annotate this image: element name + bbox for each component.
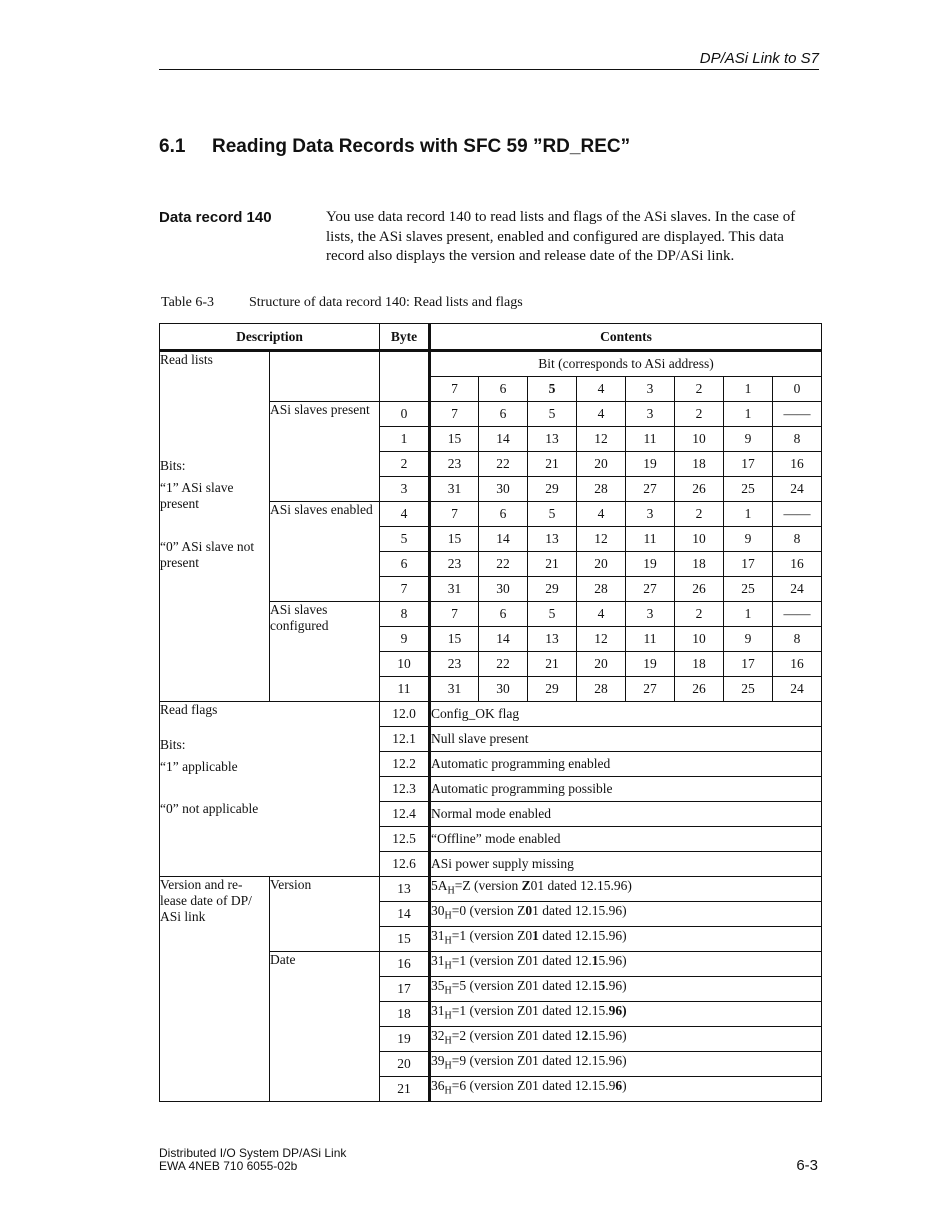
bit-address-cell: 15: [430, 427, 479, 452]
read-lists-label: Read lists: [160, 352, 213, 367]
read-flags-bit1-legend: “1” applicable: [160, 759, 238, 774]
highlighted-char: Z: [521, 878, 531, 894]
byte-cell: 12.2: [380, 752, 430, 777]
version-text-rest: .96): [605, 978, 627, 994]
bit-address-cell: 9: [724, 627, 773, 652]
byte-cell: 12.1: [380, 727, 430, 752]
byte-cell: 6: [380, 552, 430, 577]
version-text-rest: 01 dated 12.15.96): [530, 878, 632, 894]
highlighted-char: 6: [615, 1078, 623, 1094]
hex-subscript: H: [444, 985, 452, 997]
version-char-cell: [430, 877, 822, 902]
bit-address-cell: 12: [577, 527, 626, 552]
bit-address-cell: 8: [773, 427, 822, 452]
empty-byte-cell: [380, 351, 430, 402]
table-caption-text: Structure of data record 140: Read lists and flags: [249, 295, 523, 310]
bit-address-cell: 5: [528, 402, 577, 427]
read-flags-bit0-legend: “0” not applicable: [160, 801, 259, 816]
byte-cell: 12.3: [380, 777, 430, 802]
byte-cell: 20: [380, 1052, 430, 1077]
flag-description: Normal mode enabled: [430, 802, 822, 827]
bit-address-cell: 21: [528, 652, 577, 677]
flag-description: Automatic programming enabled: [430, 752, 822, 777]
bit-address-cell: 17: [724, 652, 773, 677]
bit-address-cell: 11: [626, 527, 675, 552]
table-row: [160, 702, 822, 727]
bit-address-cell: 1: [724, 602, 773, 627]
ascii-char: =0 (version: [451, 903, 518, 919]
bit-address-cell: 3: [626, 602, 675, 627]
version-text-rest: 1 dated 12.15.96): [532, 903, 627, 919]
bit-address-cell: 21: [528, 452, 577, 477]
bit-address-cell: 13: [528, 427, 577, 452]
bit-address-cell: 16: [773, 552, 822, 577]
bit-address-cell: 20: [577, 452, 626, 477]
page-number: 6-3: [796, 1157, 818, 1174]
running-header: DP/ASi Link to S7: [159, 50, 819, 70]
table-row: [160, 351, 822, 377]
bit-address-cell: 10: [675, 527, 724, 552]
hex-subscript: H: [444, 1010, 452, 1022]
footer-left: [159, 1147, 346, 1173]
bit-address-cell: 20: [577, 552, 626, 577]
hex-subscript: H: [444, 935, 452, 947]
bit-header: Bit (corresponds to ASi address): [430, 351, 822, 377]
bit-address-cell: 3: [626, 502, 675, 527]
highlighted-char: 0: [525, 903, 533, 919]
bit-address-cell: 26: [675, 477, 724, 502]
ascii-char: =5 (version: [451, 978, 518, 994]
byte-cell: 13: [380, 877, 430, 902]
flag-description: Null slave present: [430, 727, 822, 752]
bit-address-cell: 26: [675, 577, 724, 602]
hex-value: 31: [431, 953, 445, 969]
column-header-description: Description: [160, 324, 380, 351]
bit-address-cell: 6: [479, 402, 528, 427]
empty-cell: [270, 351, 380, 402]
byte-cell: 15: [380, 927, 430, 952]
data-record-table: [159, 323, 822, 1102]
bit-address-cell: 15: [430, 627, 479, 652]
table-number: Table 6-3: [161, 295, 215, 310]
bit-address-cell: 15: [430, 527, 479, 552]
version-char-cell: [430, 1077, 822, 1102]
bit-address-cell: 4: [577, 602, 626, 627]
bit-address-cell: 27: [626, 677, 675, 702]
bit-address-cell: 25: [724, 677, 773, 702]
version-label: Version: [270, 877, 380, 952]
bit-address-cell: 19: [626, 652, 675, 677]
hex-subscript: H: [447, 885, 455, 897]
highlighted-char: 1: [532, 928, 539, 944]
bit-address-cell: 25: [724, 577, 773, 602]
bit-address-cell: 4: [577, 402, 626, 427]
bit-address-cell: 26: [675, 677, 724, 702]
bit-address-cell: 2: [675, 402, 724, 427]
byte-cell: 12.6: [380, 852, 430, 877]
bit-address-cell: 21: [528, 552, 577, 577]
bit-address-cell: 7: [430, 602, 479, 627]
bit-number: 3: [626, 377, 675, 402]
ascii-char: =2 (version: [451, 1028, 518, 1044]
byte-cell: 0: [380, 402, 430, 427]
bit-address-cell: 22: [479, 652, 528, 677]
bit-address-cell: 31: [430, 577, 479, 602]
bit-address-cell: 22: [479, 452, 528, 477]
section-number: 6.1: [159, 136, 186, 157]
version-text-rest: 5.96): [598, 953, 627, 969]
hex-subscript: H: [444, 1060, 452, 1072]
bit-address-cell: 5: [528, 502, 577, 527]
bit-address-cell: 30: [479, 577, 528, 602]
byte-cell: 3: [380, 477, 430, 502]
version-text-rest: ): [622, 1078, 627, 1094]
table-caption: [161, 295, 523, 311]
bit-address-cell: 10: [675, 427, 724, 452]
ascii-char: =9 (version: [451, 1053, 518, 1069]
bit-address-cell: 1: [724, 402, 773, 427]
bit-address-cell: 27: [626, 477, 675, 502]
byte-cell: 10: [380, 652, 430, 677]
byte-cell: 18: [380, 1002, 430, 1027]
bit-address-cell: 18: [675, 452, 724, 477]
version-char-cell: [430, 1027, 822, 1052]
bit-address-cell: 23: [430, 652, 479, 677]
bit-address-cell: 8: [773, 527, 822, 552]
hex-value: 30: [431, 903, 445, 919]
bit-address-cell: 17: [724, 452, 773, 477]
bit-address-cell: 11: [626, 627, 675, 652]
byte-cell: 2: [380, 452, 430, 477]
byte-cell: 7: [380, 577, 430, 602]
version-text: Z: [517, 903, 526, 919]
byte-cell: 12.4: [380, 802, 430, 827]
read-lists-bit1-legend: “1” ASi slave present: [160, 480, 234, 511]
section-title: Reading Data Records with SFC 59 ”RD_REC”: [212, 136, 631, 157]
bit-address-cell: 1: [724, 502, 773, 527]
hex-value: 39: [431, 1053, 445, 1069]
version-text-rest: .15.96): [588, 1028, 627, 1044]
version-char-cell: [430, 1002, 822, 1027]
bit-address-cell: ——: [773, 602, 822, 627]
bit-address-cell: 10: [675, 627, 724, 652]
bit-address-cell: 25: [724, 477, 773, 502]
list-group-label: ASi slaves present: [270, 402, 380, 502]
version-group-label: Version and re-lease date of DP/ ASi link: [160, 877, 270, 1102]
bit-address-cell: 4: [577, 502, 626, 527]
byte-cell: 14: [380, 902, 430, 927]
bit-address-cell: 30: [479, 477, 528, 502]
byte-cell: 12.5: [380, 827, 430, 852]
byte-cell: 17: [380, 977, 430, 1002]
bit-address-cell: 29: [528, 677, 577, 702]
bit-address-cell: 16: [773, 452, 822, 477]
bit-address-cell: 28: [577, 677, 626, 702]
byte-cell: 16: [380, 952, 430, 977]
bit-number: 4: [577, 377, 626, 402]
bit-address-cell: 28: [577, 477, 626, 502]
bit-address-cell: 24: [773, 677, 822, 702]
bit-number: 1: [724, 377, 773, 402]
bit-number: 7: [430, 377, 479, 402]
bit-address-cell: 23: [430, 452, 479, 477]
bit-address-cell: 27: [626, 577, 675, 602]
hex-subscript: H: [444, 910, 452, 922]
bit-address-cell: 2: [675, 502, 724, 527]
hex-subscript: H: [444, 960, 452, 972]
bit-address-cell: 18: [675, 652, 724, 677]
version-char-cell: [430, 952, 822, 977]
version-char-cell: [430, 1052, 822, 1077]
bit-address-cell: 22: [479, 552, 528, 577]
bit-address-cell: 11: [626, 427, 675, 452]
list-group-label: ASi slaves configured: [270, 602, 380, 702]
flag-description: ASi power supply missing: [430, 852, 822, 877]
byte-cell: 21: [380, 1077, 430, 1102]
hex-subscript: H: [444, 1035, 452, 1047]
bit-address-cell: 3: [626, 402, 675, 427]
date-label: Date: [270, 952, 380, 1102]
highlighted-char: 5: [598, 978, 606, 994]
version-char-cell: [430, 927, 822, 952]
bit-address-cell: 14: [479, 627, 528, 652]
bit-address-cell: ——: [773, 502, 822, 527]
bit-address-cell: 18: [675, 552, 724, 577]
bit-address-cell: 19: [626, 452, 675, 477]
version-char-cell: [430, 902, 822, 927]
bit-address-cell: 30: [479, 677, 528, 702]
byte-cell: 8: [380, 602, 430, 627]
hex-value: 5A: [431, 878, 448, 894]
bit-address-cell: 8: [773, 627, 822, 652]
bit-address-cell: 6: [479, 502, 528, 527]
bit-address-cell: 13: [528, 627, 577, 652]
bit-address-cell: 2: [675, 602, 724, 627]
bit-address-cell: 5: [528, 602, 577, 627]
bit-address-cell: 19: [626, 552, 675, 577]
byte-cell: 12.0: [380, 702, 430, 727]
read-flags-bits-label: Bits:: [160, 737, 186, 752]
byte-cell: 11: [380, 677, 430, 702]
bit-number: 0: [773, 377, 822, 402]
bit-address-cell: 7: [430, 402, 479, 427]
ascii-char: =1 (version: [451, 1003, 518, 1019]
column-header-byte: Byte: [380, 324, 430, 351]
bit-address-cell: 7: [430, 502, 479, 527]
footer-product: Distributed I/O System DP/ASi Link: [159, 1146, 347, 1160]
highlighted-char: 96): [608, 1003, 627, 1019]
bit-address-cell: 16: [773, 652, 822, 677]
byte-cell: 19: [380, 1027, 430, 1052]
version-text: Z0: [517, 928, 533, 944]
version-char-cell: [430, 977, 822, 1002]
bit-address-cell: 28: [577, 577, 626, 602]
read-lists-bit0-legend: “0” ASi slave not present: [160, 539, 255, 570]
version-text: Z01 dated 12.15.9: [517, 1078, 616, 1094]
version-text: Z01 dated 12.1: [517, 978, 599, 994]
byte-cell: 9: [380, 627, 430, 652]
bit-address-cell: 12: [577, 427, 626, 452]
byte-cell: 5: [380, 527, 430, 552]
version-text: Z01 dated 12.: [517, 953, 592, 969]
hex-value: 31: [431, 1003, 445, 1019]
bit-number: 6: [479, 377, 528, 402]
section-heading: [159, 136, 630, 158]
read-lists-cell: [160, 351, 270, 702]
footer-order-number: EWA 4NEB 710 6055-02b: [159, 1159, 298, 1173]
hex-value: 36: [431, 1078, 445, 1094]
intro-paragraph: You use data record 140 to read lists and flags of the ASi slaves. In the case of lists, the ASi slaves present, enabled and configured are displayed. This data record also displays the version and release date of the DP/ASi link.: [326, 209, 796, 264]
bit-address-cell: 24: [773, 477, 822, 502]
bit-address-cell: 20: [577, 652, 626, 677]
side-label: Data record 140: [159, 209, 272, 226]
bit-address-cell: 31: [430, 477, 479, 502]
ascii-char: =1 (version: [451, 953, 518, 969]
bit-address-cell: 24: [773, 577, 822, 602]
bit-address-cell: ——: [773, 402, 822, 427]
bit-number: 5: [528, 377, 577, 402]
hex-subscript: H: [444, 1085, 452, 1097]
highlighted-char: 2: [581, 1028, 589, 1044]
bit-address-cell: 6: [479, 602, 528, 627]
version-text-rest: dated 12.15.96): [538, 928, 627, 944]
hex-value: 31: [431, 928, 445, 944]
bit-address-cell: 23: [430, 552, 479, 577]
bit-address-cell: 9: [724, 427, 773, 452]
version-text: Z01 dated 1: [517, 1028, 582, 1044]
read-flags-cell: [160, 702, 380, 877]
ascii-char: =6 (version: [451, 1078, 518, 1094]
table-header-row: [160, 324, 822, 351]
ascii-char: =Z (version: [454, 878, 522, 894]
flag-description: Config_OK flag: [430, 702, 822, 727]
bit-address-cell: 13: [528, 527, 577, 552]
list-group-label: ASi slaves enabled: [270, 502, 380, 602]
version-text: Z01 dated 12.15.: [517, 1003, 609, 1019]
ascii-char: =1 (version: [451, 928, 518, 944]
table-row: [160, 877, 822, 902]
byte-cell: 4: [380, 502, 430, 527]
read-lists-bits-label: Bits:: [160, 458, 186, 473]
column-header-contents: Contents: [430, 324, 822, 351]
bit-address-cell: 14: [479, 427, 528, 452]
bit-address-cell: 14: [479, 527, 528, 552]
bit-address-cell: 12: [577, 627, 626, 652]
bit-address-cell: 17: [724, 552, 773, 577]
bit-address-cell: 31: [430, 677, 479, 702]
flag-description: “Offline” mode enabled: [430, 827, 822, 852]
bit-number: 2: [675, 377, 724, 402]
bit-address-cell: 29: [528, 477, 577, 502]
highlighted-char: 1: [591, 953, 599, 969]
byte-cell: 1: [380, 427, 430, 452]
table-body: [160, 351, 822, 1102]
hex-value: 32: [431, 1028, 445, 1044]
bit-address-cell: 9: [724, 527, 773, 552]
read-flags-label: Read flags: [160, 702, 218, 717]
bit-address-cell: 29: [528, 577, 577, 602]
hex-value: 35: [431, 978, 445, 994]
version-text-rest: 12.15.96): [574, 1053, 627, 1069]
flag-description: Automatic programming possible: [430, 777, 822, 802]
version-text: Z01 dated: [517, 1053, 575, 1069]
